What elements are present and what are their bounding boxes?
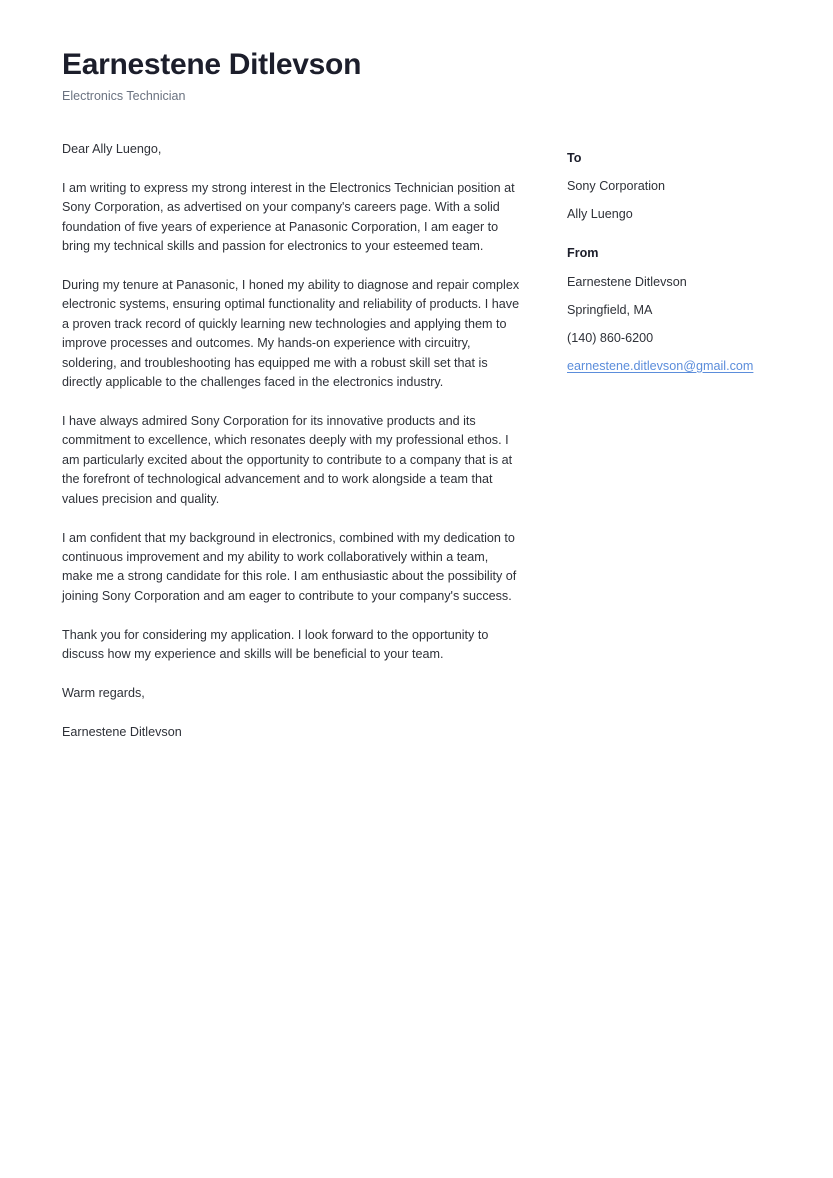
from-block [567,245,797,374]
letter-paragraph: I am writing to express my strong interest in the Electronics Technician position at Sony Corporation, as advertised on your company's careers page. With a solid foundation of five years of experience at Panasonic Corporation, I am eager to bring my technical skills and passion for electronics to your esteemed team. [62,180,515,254]
letter-paragraph: During my tenure at Panasonic, I honed my ability to diagnose and repair complex electronic systems, ensuring optimal functionality and reliability of products. I have a proven track record of quickly learning new technologies and applying them to improve processes and outcomes. My hands-on experience with circuitry, soldering, and troubleshooting has equipped me with a robust skill set that is directly applicable to the challenges faced in the electronics industry. [62,278,520,390]
to-recipient: Ally Luengo [567,207,633,222]
applicant-job-title: Electronics Technician [62,89,186,103]
to-heading: To [567,151,582,165]
letter-paragraph: I have always admired Sony Corporation for its innovative products and its commitment to excellence, which resonates deeply with my professional ethos. I am particularly excited about the opportunity to contribute to a company that is at the forefront of technological advancement and to work alongside a team that values precision and quality. [62,413,513,506]
applicant-name: Earnestene Ditlevson [62,48,362,81]
closing-line: Warm regards, [62,685,145,700]
letter-paragraph: I am confident that my background in electronics, combined with my dedication to continuous improvement and my ability to work collaboratively within a team, make me a strong candidate for this role. I am enthusiastic about the possibility of joining Sony Corporation and am eager to contribute to your company's success. [62,530,517,603]
letter-meta-sidebar [567,150,797,375]
letter-body [62,140,522,762]
letter-header [62,48,762,104]
from-location: Springfield, MA [567,302,653,317]
from-heading: From [567,246,599,261]
from-name: Earnestene Ditlevson [567,274,687,289]
from-phone: (140) 860-6200 [567,330,654,345]
from-email-row [567,358,797,375]
letter-paragraph: Thank you for considering my application. I look forward to the opportunity to discuss how my experience and skills will be beneficial to your team. [62,627,489,662]
signature-name: Earnestene Ditlevson [62,724,182,739]
to-block [567,150,797,223]
from-email-link[interactable]: earnestene.ditlevson@gmail.com [567,358,754,373]
to-company: Sony Corporation [567,179,666,194]
salutation: Dear Ally Luengo, [62,142,162,156]
